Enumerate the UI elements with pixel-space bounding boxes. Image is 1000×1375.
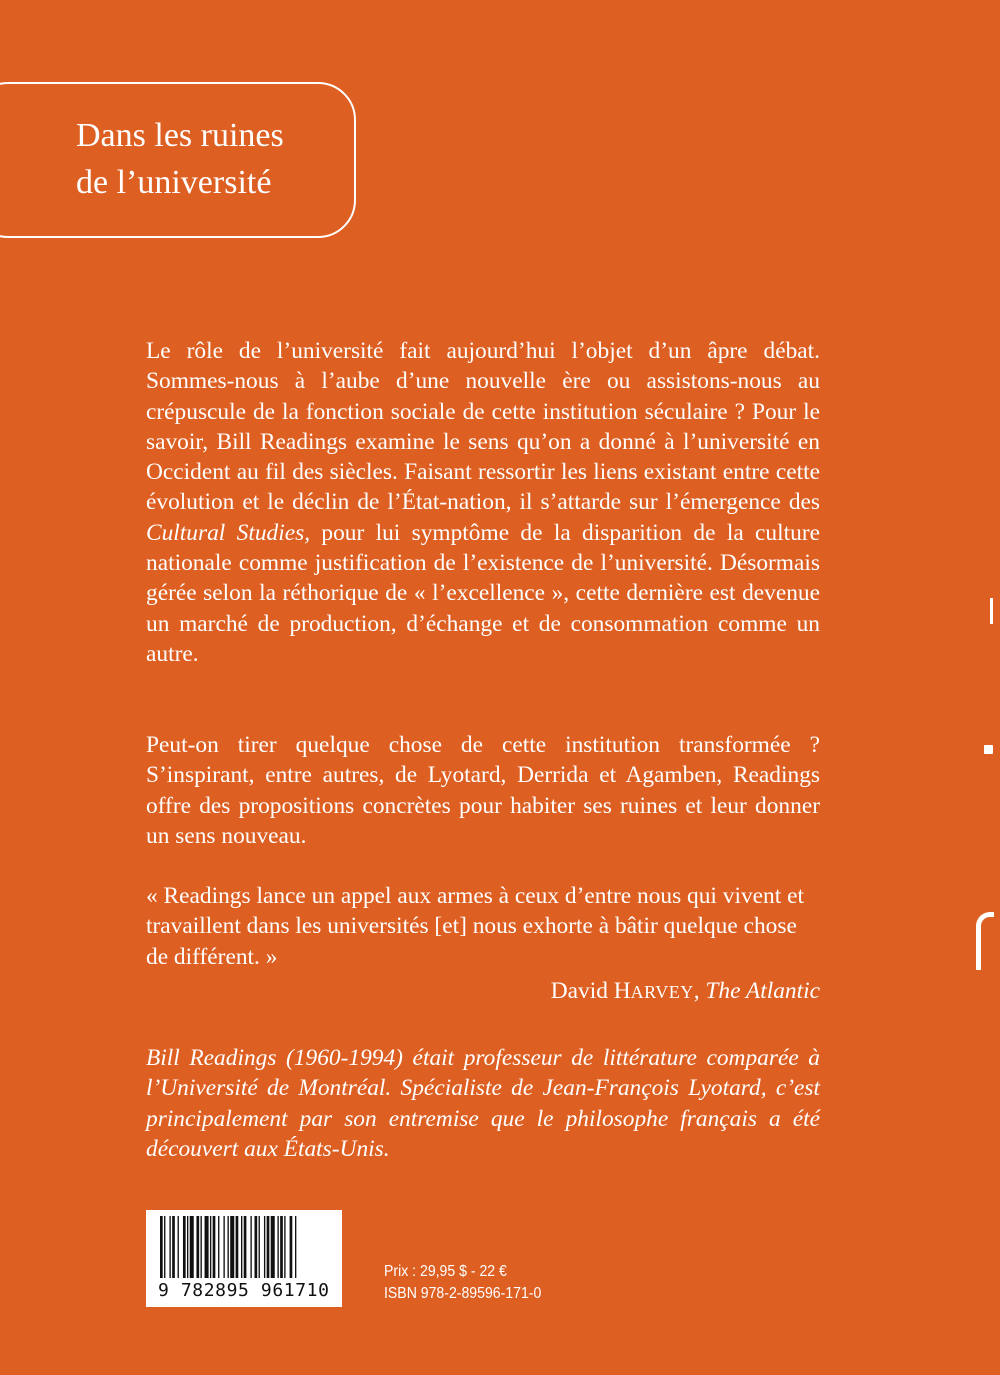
book-title bbox=[76, 112, 284, 206]
quote-source: The Atlantic bbox=[705, 978, 820, 1004]
price-info bbox=[384, 1261, 541, 1305]
title-line-1: Dans les ruines bbox=[76, 117, 284, 154]
quote-attribution: David HARVEY, The Atlantic bbox=[550, 978, 820, 1004]
cultural-studies-term: Cultural Studies, bbox=[146, 519, 311, 546]
barcode-digits: 9 782895 961710 bbox=[158, 1280, 330, 1301]
quote-author-rest: ARVEY bbox=[630, 982, 694, 1002]
barcode-bars bbox=[160, 1216, 330, 1278]
title-line-2: de l’université bbox=[76, 164, 272, 201]
author-bio bbox=[146, 1043, 820, 1164]
summary-text-2: Peut-on tirer quelque chose de cette institution transformée ? S’inspirant, entre autres, de Lyotard, Derrida et Agamben, Readings offre des propositions concrètes pour habiter ses ruines et leur donner un sens nouveau. bbox=[146, 732, 820, 849]
price-label: Prix : 29,95 $ - 22 € bbox=[384, 1263, 507, 1280]
summary-text-b: pour lui symptôme de la disparition de la culture nationale comme justification de l’existence de l’université. Désormais gérée selon la réthorique de « l’excellence », cette dernière est devenue un marché de production, d’échange et de consommation comme un autre. bbox=[146, 519, 820, 667]
summary-text-a: Le rôle de l’université fait aujourd’hui l’objet d’un âpre débat. Sommes-nous à l’aube d’une nouvelle ère ou assistons-nous au crépuscule de la fonction sociale de cette institution séculaire ? Pour le savoir, Bill Readings examine le sens qu’on a donné à l’université en Occident au fil des siècles. Faisant ressortir les liens existant entre cette évolution et le déclin de l’État-nation, il s’attarde sur l’émergence des bbox=[146, 338, 820, 516]
spine-fragment-letter bbox=[976, 912, 994, 970]
quote-author-first: David H bbox=[550, 978, 631, 1004]
summary-paragraph-2 bbox=[146, 730, 820, 851]
review-quote bbox=[146, 881, 820, 972]
bio-text: Bill Readings (1960-1994) était professeur de littérature comparée à l’Université de Montréal. Spécialiste de Jean-François Lyotard, c’est principalement par son entremise que le philosophe français a été découvert aux États-Unis. bbox=[146, 1045, 820, 1162]
spine-fragment-top bbox=[990, 598, 993, 624]
spine-fragment-dot bbox=[984, 745, 993, 754]
summary-paragraph-1 bbox=[146, 336, 820, 669]
quote-text: « Readings lance un appel aux armes à ceux d’entre nous qui vivent et travaillent dans les universités [et] nous exhorte à bâtir quelque chose de différent. » bbox=[146, 883, 804, 970]
barcode bbox=[146, 1210, 342, 1307]
isbn-label: ISBN 978-2-89596-171-0 bbox=[384, 1285, 542, 1302]
